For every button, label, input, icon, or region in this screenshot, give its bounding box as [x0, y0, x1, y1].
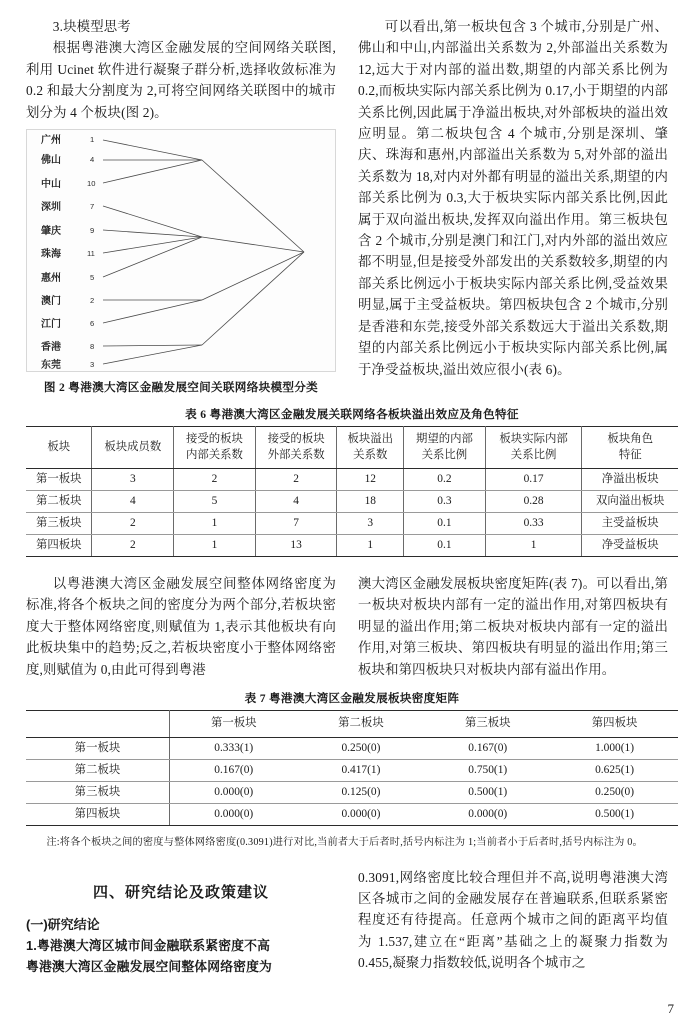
label-city-1: 佛山 — [41, 155, 61, 167]
left-column-middle — [26, 573, 336, 680]
label-city-6: 惠州 — [41, 273, 61, 285]
t6-col-6-l2: 关系比例 — [510, 448, 557, 461]
label-city-0: 广州 — [41, 135, 61, 147]
table-6-block — [0, 406, 700, 557]
t7-r3-c2: 0.000(0) — [298, 803, 425, 825]
page-number: 7 — [667, 1001, 674, 1016]
t6-r1-c0: 第二板块 — [26, 491, 92, 513]
table-row — [26, 759, 678, 781]
t7-col-3: 第三板块 — [424, 711, 551, 738]
left-paragraph-1: 根据粤港澳大湾区金融发展的空间网络关联图,利用 Ucinet 软件进行凝聚子群分析,选择收敛标准为 0.2 和最大分割度为 2,可将空间网络关联图中的城市划分为 4 个板块(图 2)。 — [26, 40, 336, 120]
table-row — [26, 469, 678, 491]
num-city-7: 2 — [90, 296, 95, 306]
dendrogram-cluster-3 — [103, 300, 202, 323]
t6-col-4-l2: 关系数 — [353, 448, 388, 461]
t6-col-1-l1: 板块成员数 — [104, 440, 162, 453]
sub-heading-conclusions: (一)研究结论 — [26, 916, 100, 932]
t7-r2-c2: 0.125(0) — [298, 781, 425, 803]
table-6-body — [26, 469, 678, 557]
t6-r2-c7: 主受益板块 — [582, 513, 678, 535]
label-city-7: 澳门 — [41, 296, 61, 308]
t6-r2-c1: 2 — [92, 513, 174, 535]
t6-r1-c4: 18 — [337, 491, 404, 513]
t6-col-2-l2: 内部关系数 — [185, 448, 243, 461]
t6-r0-c6: 0.17 — [485, 469, 582, 491]
t6-r2-c6: 0.33 — [485, 513, 582, 535]
t6-r3-c4: 1 — [337, 535, 404, 557]
t6-r3-c2: 1 — [174, 535, 256, 557]
table-row — [26, 535, 678, 557]
t6-col-0-l1: 板块 — [47, 440, 71, 453]
right-column-middle — [358, 573, 668, 680]
t6-r0-c7: 净溢出板块 — [582, 469, 678, 491]
t6-r3-c1: 2 — [92, 535, 174, 557]
t6-r1-c2: 5 — [174, 491, 256, 513]
t7-col-4: 第四板块 — [551, 711, 678, 738]
t7-r3-c3: 0.000(0) — [424, 803, 551, 825]
t6-r3-c0: 第四板块 — [26, 535, 92, 557]
table-7-header-row — [26, 711, 678, 738]
left-column-bottom — [26, 867, 336, 977]
t6-col-2 — [174, 427, 256, 469]
right-column-bottom — [358, 867, 668, 977]
table-7-note: 注:将各个板块之间的密度与整体网络密度(0.3091)进行对比,当前者大于后者时,括号内标注为 1;当前者小于后者时,括号内标注为 0。 — [46, 836, 643, 848]
label-city-5: 珠海 — [41, 249, 61, 261]
t7-r3-c0: 第四板块 — [26, 803, 169, 825]
table-7-head — [26, 711, 678, 738]
t6-col-6-l1: 板块实际内部 — [499, 433, 568, 446]
t6-col-3 — [255, 427, 337, 469]
upper-columns — [0, 0, 700, 396]
table-7 — [26, 710, 678, 826]
table-7-body — [26, 737, 678, 825]
t6-r2-c2: 1 — [174, 513, 256, 535]
t6-col-2-l1: 接受的板块 — [185, 433, 243, 446]
t7-r3-c4: 0.500(1) — [551, 803, 678, 825]
t6-r0-c2: 2 — [174, 469, 256, 491]
t6-r0-c3: 2 — [255, 469, 337, 491]
dendrogram-cluster-1 — [103, 140, 202, 183]
middle-columns — [0, 557, 700, 680]
num-city-0: 1 — [90, 135, 95, 145]
t6-r2-c5: 0.1 — [404, 513, 486, 535]
num-city-4: 9 — [90, 226, 95, 236]
label-city-8: 江门 — [41, 319, 61, 331]
t6-col-5-l1: 期望的内部 — [415, 433, 473, 446]
section-heading-4: 四、研究结论及政策建议 — [92, 883, 269, 901]
t6-r1-c6: 0.28 — [485, 491, 582, 513]
t6-r1-c1: 4 — [92, 491, 174, 513]
t7-col-1: 第一板块 — [169, 711, 297, 738]
t6-r0-c4: 12 — [337, 469, 404, 491]
t7-col-0 — [26, 711, 169, 738]
t7-r1-c4: 0.625(1) — [551, 759, 678, 781]
right-paragraph-2: 澳大湾区金融发展板块密度矩阵(表 7)。可以看出,第一板块对板块内部有一定的溢出作用,对第四板块有明显的溢出作用;第二板块对板块内部有一定的溢出作用,对第三板块、第四板块有明显的溢出作用;第三板块和第四板块只对板块内部有溢出作用。 — [358, 576, 668, 677]
t7-col-2: 第二板块 — [298, 711, 425, 738]
num-city-6: 5 — [90, 273, 95, 283]
num-city-9: 8 — [90, 342, 95, 352]
table-6 — [26, 426, 678, 557]
label-city-3: 深圳 — [41, 202, 61, 214]
num-city-3: 7 — [90, 202, 95, 212]
t6-r1-c5: 0.3 — [404, 491, 486, 513]
t7-r1-c2: 0.417(1) — [298, 759, 425, 781]
dendrogram-cluster-2 — [103, 206, 202, 277]
t6-col-3-l1: 接受的板块 — [267, 433, 325, 446]
table-6-header-row — [26, 427, 678, 469]
t7-r2-c4: 0.250(0) — [551, 781, 678, 803]
label-city-2: 中山 — [41, 179, 61, 191]
t7-r0-c3: 0.167(0) — [424, 737, 551, 759]
t6-r0-c0: 第一板块 — [26, 469, 92, 491]
label-city-4: 肇庆 — [41, 226, 61, 238]
table-row — [26, 781, 678, 803]
t7-r2-c1: 0.000(0) — [169, 781, 297, 803]
t7-r3-c1: 0.000(0) — [169, 803, 297, 825]
t7-r0-c4: 1.000(1) — [551, 737, 678, 759]
t6-col-5 — [404, 427, 486, 469]
table-row — [26, 803, 678, 825]
t6-col-7-l2: 特征 — [618, 448, 642, 461]
bottom-columns — [0, 851, 700, 977]
t6-r3-c5: 0.1 — [404, 535, 486, 557]
table-row — [26, 513, 678, 535]
t7-r0-c0: 第一板块 — [26, 737, 169, 759]
t6-col-4-l1: 板块溢出 — [347, 433, 394, 446]
t7-r2-c3: 0.500(1) — [424, 781, 551, 803]
label-city-10: 东莞 — [41, 360, 61, 372]
figure-2-box — [26, 129, 336, 372]
t6-r3-c7: 净受益板块 — [582, 535, 678, 557]
t7-r1-c1: 0.167(0) — [169, 759, 297, 781]
dendrogram-chart — [27, 130, 337, 373]
num-city-2: 10 — [87, 179, 96, 189]
label-city-9: 香港 — [41, 342, 61, 354]
left-heading-1: 3.块模型思考 — [52, 19, 131, 34]
table-6-title: 表 6 粤港澳大湾区金融发展关联网络各板块溢出效应及角色特征 — [185, 408, 519, 422]
right-paragraph-3: 0.3091,网络密度比较合理但并不高,说明粤港澳大湾区各城市之间的金融发展存在普遍联系,但联系紧密程度还有待提高。任意两个城市之间的距离平均值为 1.537,建立在“距离”基础之上的凝聚力指数为 0.455,凝聚力指数较低,说明各个城市之 — [358, 869, 668, 971]
dendrogram-root-joins — [202, 160, 304, 345]
t7-r0-c1: 0.333(1) — [169, 737, 297, 759]
t6-r2-c3: 7 — [255, 513, 337, 535]
dendrogram-cluster-4 — [103, 345, 202, 364]
num-city-1: 4 — [90, 155, 95, 165]
left-column-top — [26, 16, 336, 396]
t6-col-6 — [485, 427, 582, 469]
t6-r3-c3: 13 — [255, 535, 337, 557]
t6-r0-c5: 0.2 — [404, 469, 486, 491]
table-7-title: 表 7 粤港澳大湾区金融发展板块密度矩阵 — [244, 692, 460, 706]
conclusion-line-2: 粤港澳大湾区金融发展空间整体网络密度为 — [26, 958, 272, 974]
table-row — [26, 737, 678, 759]
t6-r2-c0: 第三板块 — [26, 513, 92, 535]
t6-col-1 — [92, 427, 174, 469]
table-6-head — [26, 427, 678, 469]
table-row — [26, 491, 678, 513]
left-paragraph-2: 以粤港澳大湾区金融发展空间整体网络密度为标准,将各个板块之间的密度分为两个部分,若板块密度大于整体网络密度,则赋值为 1,表示其他板块有向此板块集中的趋势;反之,若板块密度小于整体网络密度,则赋值为 0,由此可得到粤港 — [26, 576, 336, 677]
num-city-10: 3 — [90, 360, 95, 370]
t6-col-7-l1: 板块角色 — [607, 433, 653, 446]
t7-r1-c0: 第二板块 — [26, 759, 169, 781]
t6-r1-c3: 4 — [255, 491, 337, 513]
t6-col-4 — [337, 427, 404, 469]
right-paragraph-1: 可以看出,第一板块包含 3 个城市,分别是广州、佛山和中山,内部溢出关系数为 2,外部溢出关系数为 12,远大于对内部的溢出数,期望的内部关系比例为 0.2,而板块实际内部关系比例为 0.17,小于期望的内部关系比例,因此属于净溢出板块,对外部板块的溢出效应明显。第二板块包含 4 个城市,分别是深圳、肇庆、珠海和惠州,内部溢出关系数为 5,对外部的溢出关系数为 18,对内对外都有明显的溢出关系,期望的内部关系比例为 0.3,大于板块实际内部关系比例,因此属于双向溢出板块,发挥双向溢出作用。第三板块包含 2 个城市,分别是澳门和江门,对内外部的溢出效应都不明显,但是接受外部发出的关系数较多,期望的内部关系比例远小于板块实际内部关系比例,受益效果明显,属于主受益板块。第四板块包含 2 个城市,分别是香港和东莞,接受外部关系数远大于溢出关系数,期望的内部关系比例远小于板块实际内部关系比例,属于净受益板块,溢出效应很小(表 6)。 — [358, 19, 668, 377]
t6-col-7 — [582, 427, 678, 469]
t6-col-5-l2: 关系比例 — [421, 448, 468, 461]
right-column-top — [358, 16, 668, 396]
num-city-5: 11 — [87, 249, 95, 259]
t7-r2-c0: 第三板块 — [26, 781, 169, 803]
num-city-8: 6 — [90, 319, 95, 329]
conclusion-line-1: 1.粤港澳大湾区城市间金融联系紧密度不高 — [26, 937, 271, 953]
figure-2-caption: 图 2 粤港澳大湾区金融发展空间关联网络块模型分类 — [43, 381, 319, 395]
t6-r1-c7: 双向溢出板块 — [582, 491, 678, 513]
t6-r3-c6: 1 — [485, 535, 582, 557]
dendrogram-labels — [40, 133, 95, 371]
t6-col-3-l2: 外部关系数 — [267, 448, 325, 461]
t7-r1-c3: 0.750(1) — [424, 759, 551, 781]
t6-r0-c1: 3 — [92, 469, 174, 491]
t6-col-0 — [26, 427, 92, 469]
t6-r2-c4: 3 — [337, 513, 404, 535]
t7-r0-c2: 0.250(0) — [298, 737, 425, 759]
table-7-block — [0, 690, 700, 851]
figure-2 — [26, 129, 336, 396]
